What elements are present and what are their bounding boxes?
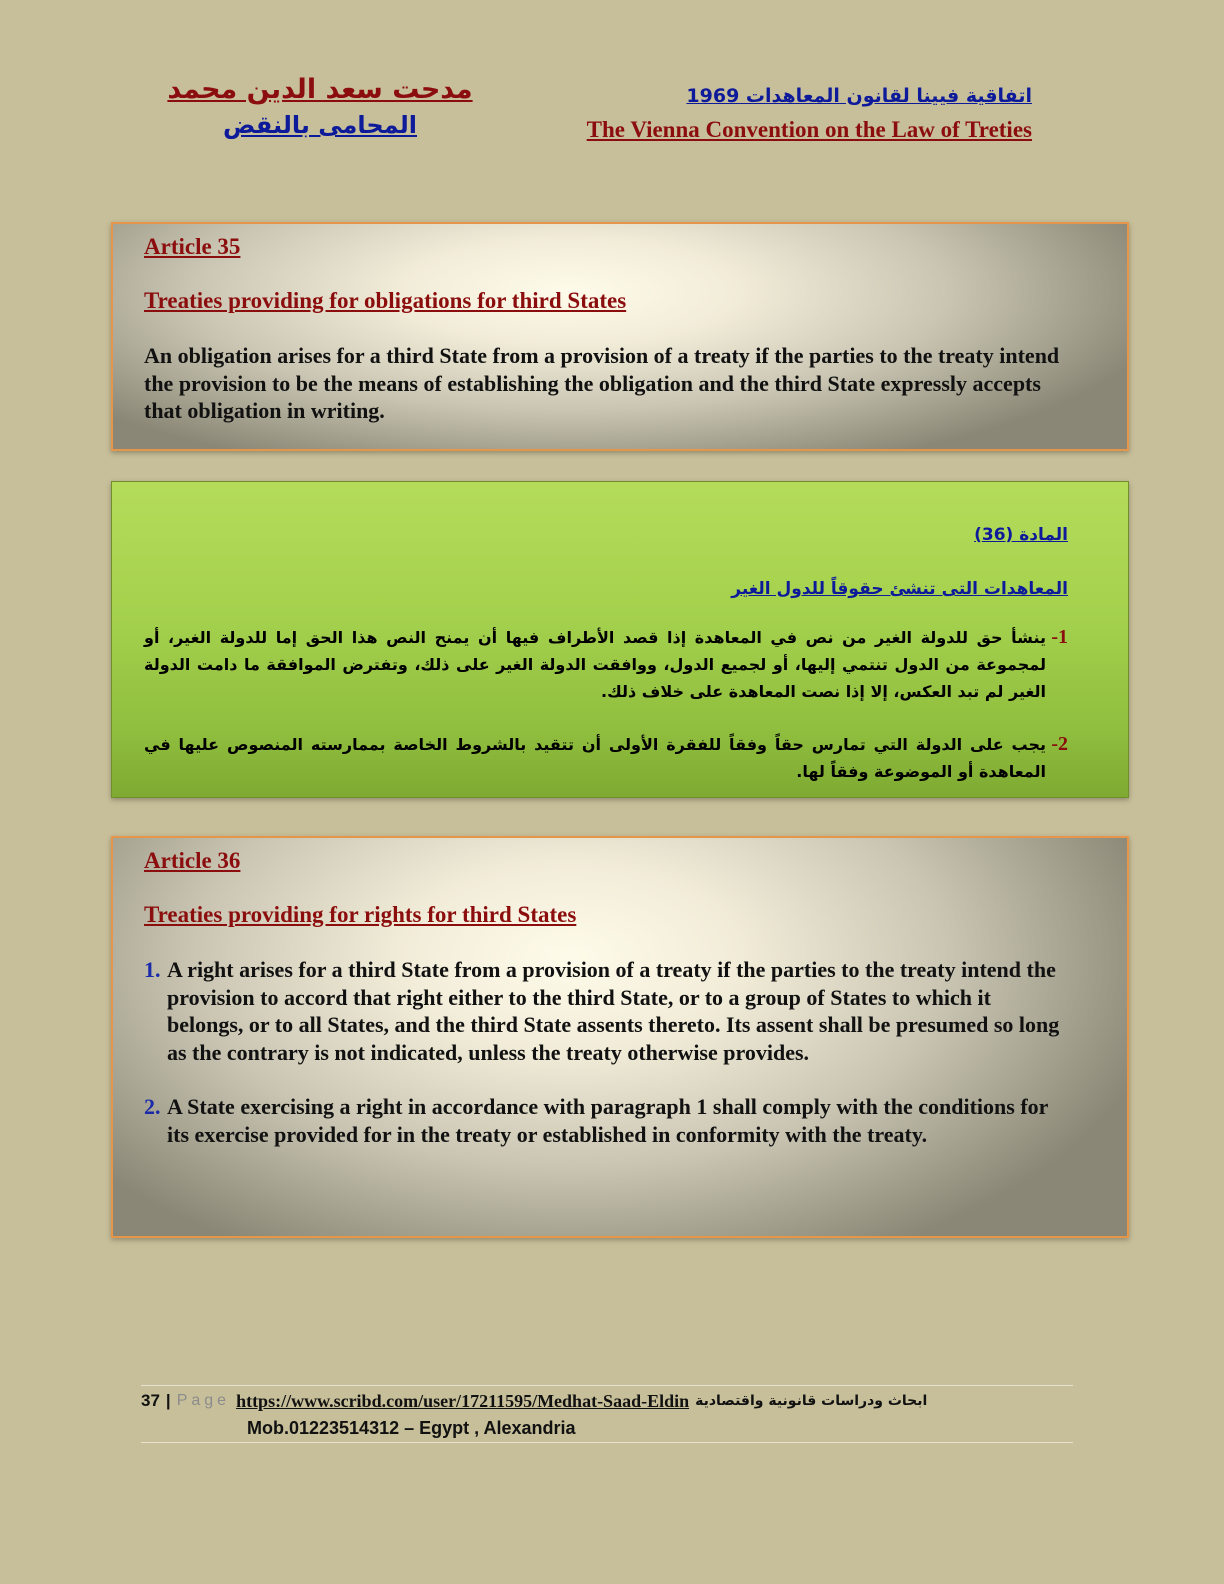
item-number: 2-: [1051, 733, 1068, 755]
article-36-arabic-subtitle: المعاهدات التى تنشئ حقوقاً للدول الغير: [731, 579, 1068, 599]
article-36-arabic-box: [111, 481, 1129, 798]
article-36-list: [144, 956, 1071, 1148]
item-number: 1.: [144, 957, 161, 982]
article-36-arabic-title: المادة (36): [974, 525, 1068, 545]
author-title: المحامى بالنقض: [223, 111, 417, 139]
article-36-subtitle: Treaties providing for rights for third States: [144, 902, 577, 927]
item-text: ينشأ حق للدولة الغير من نص في المعاهدة إذا قصد الأطراف فيها أن يمنح النص هذا الحق إما للدولة الغير، أو لمجموعة من الدول تنتمي إليها، أو لجميع الدول، ووافقت الدولة الغير على ذلك، وتفترض الموافقة ما دامت الدولة الغير لم تبد العكس، إلا إذا نصت المعاهدة على خلاف ذلك.: [144, 628, 1046, 701]
article-35-subtitle: Treaties providing for obligations for third States: [144, 288, 627, 313]
page-footer: [141, 1385, 1073, 1443]
article-36-box: [111, 836, 1129, 1238]
convention-title-english: The Vienna Convention on the Law of Treties: [586, 117, 1032, 142]
article-36-arabic-list: [144, 624, 1068, 785]
item-text: يجب على الدولة التي تمارس حقاً وفقاً للفقرة الأولى أن تتقيد بالشروط الخاصة بممارسته المنصوص عليها في المعاهدة أو الموضوعة وفقاً لها.: [144, 735, 1046, 781]
article-35-box: [111, 222, 1129, 451]
author-block: [150, 72, 490, 142]
footer-divider: [141, 1442, 1073, 1443]
article-36-item: [144, 1093, 1071, 1148]
article-36-arabic-item: [144, 624, 1068, 705]
document-title-block: [587, 80, 1032, 148]
article-36-item: [144, 956, 1071, 1066]
item-text: A right arises for a third State from a provision of a treaty if the parties to the treaty intend the provision to accord that right either to the third State, or to a group of States to which it belongs, or to all States, and the third State assents thereto. Its assent shall be presumed so long as the contrary is not indicated, unless the treaty otherwise provides.: [167, 957, 1060, 1065]
page-label: Page: [176, 1392, 231, 1409]
article-36-title: Article 36: [144, 848, 241, 873]
scribd-link[interactable]: https://www.scribd.com/user/17211595/Medhat-Saad-Eldin: [236, 1390, 690, 1411]
page-separator: |: [165, 1391, 171, 1410]
article-36-arabic-item: [144, 731, 1068, 785]
article-35-body: An obligation arises for a third State from a provision of a treaty if the parties to the treaty intend the provision to be the means of establishing the obligation and the third State expressly accepts that obligation in writing.: [144, 343, 1060, 423]
article-35-title: Article 35: [144, 234, 241, 259]
footer-contact: Mob.01223514312 – Egypt , Alexandria: [247, 1418, 576, 1438]
convention-title-arabic: اتفاقية فيينا لقانون المعاهدات 1969: [686, 85, 1032, 107]
item-number: 2.: [144, 1094, 161, 1119]
author-name: مدحت سعد الدين محمد: [167, 74, 473, 105]
item-text: A State exercising a right in accordance with paragraph 1 shall comply with the conditions for its exercise provided for in the treaty or established in conformity with the treaty.: [167, 1094, 1049, 1147]
page-number: 37: [141, 1391, 160, 1410]
footer-arabic-caption: ابحاث ودراسات قانونية واقتصادية: [695, 1393, 928, 1409]
item-number: 1-: [1051, 626, 1068, 648]
